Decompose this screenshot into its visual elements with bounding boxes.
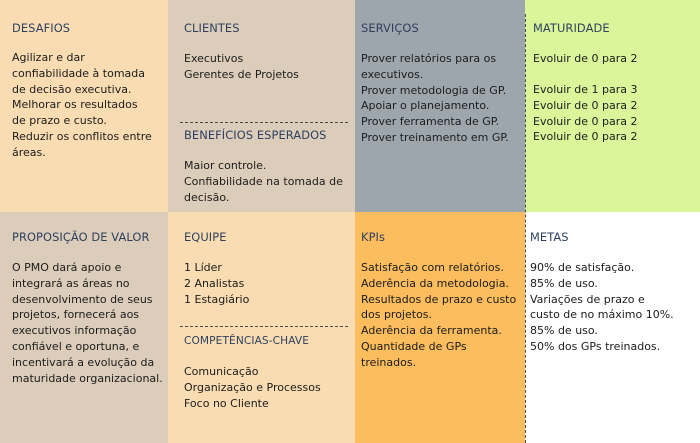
servicos-line: Prover relatórios para os [361,52,497,65]
maturidade-line: Evoluir de 0 para 2 [533,114,638,128]
desafios-line: de decisão executiva. [12,82,132,96]
maturidade-line: Evoluir de 1 para 3 [533,83,638,96]
metas-text [530,260,674,355]
proposicao-line: O PMO dará apoio e [12,261,122,274]
beneficios-text [184,158,343,205]
servicos-line: executivos. [361,67,424,81]
proposicao-title: PROPOSIÇÃO DE VALOR [12,230,150,244]
desafios-line: Agilizar e dar [12,51,85,64]
metas-line: 90% de satisfação. [530,261,635,274]
beneficios-line: Maior controle. [184,159,267,172]
proposicao-line: confiável e oportuna, e [12,339,140,353]
equipe-line: 1 Estagiário [184,292,250,306]
competencias-title: COMPETÊNCIAS-CHAVE [184,335,310,347]
maturidade-line: Evoluir de 0 para 2 [533,130,638,144]
kpis-text [361,260,516,371]
proposicao-line: maturidade organizacional. [12,371,163,385]
desafios-title: DESAFIOS [12,21,71,35]
kpis-line: Aderência da ferramenta. [361,324,502,338]
maturidade-first-line: Evoluir de 0 para 2 [533,52,638,65]
divider-competencias [180,326,348,327]
metas-line: Variações de prazo e [530,292,645,306]
beneficios-line: Confiabilidade na tomada de [184,174,343,188]
servicos-text [361,51,509,146]
metas-line: 85% de uso. [530,324,598,338]
servicos-line: Prover metodologia de GP. [361,83,507,97]
kpis-line: Aderência da metodologia. [361,276,509,290]
competencias-line: Comunicação [184,365,259,378]
equipe-text [184,260,249,307]
beneficios-title: BENEFÍCIOS ESPERADOS [184,128,327,142]
kpis-line: Quantidade de GPs [361,339,467,353]
equipe-line: 2 Analistas [184,276,245,290]
clientes-title: CLIENTES [184,21,240,35]
proposicao-line: incentivará a evolução da [12,355,155,369]
proposicao-text [12,260,163,386]
metas-line: 50% dos GPs treinados. [530,339,661,353]
clientes-line: Executivos [184,52,244,65]
desafios-text [12,50,152,161]
kpis-title: KPIs [361,230,386,244]
proposicao-line: desenvolvimento de seus [12,292,153,306]
desafios-line: Reduzir os conflitos entre [12,129,152,143]
divider-vertical [525,14,526,443]
desafios-line: Melhorar os resultados [12,98,138,112]
servicos-title: SERVIÇOS [361,21,419,35]
kpis-line: treinados. [361,355,417,369]
desafios-line: de prazo e custo. [12,114,107,128]
proposicao-line: projetos, fornecerá aos [12,308,140,322]
maturidade-text [533,82,638,145]
beneficios-line: decisão. [184,190,230,204]
kpis-line: dos projetos. [361,308,433,322]
divider-beneficios [180,122,348,123]
equipe-title: EQUIPE [184,230,227,244]
metas-line: custo de no máximo 10%. [530,308,674,322]
proposicao-line: executivos informação [12,324,137,338]
clientes-line: Gerentes de Projetos [184,67,299,81]
equipe-line: 1 Líder [184,261,222,274]
servicos-line: Prover ferramenta de GP. [361,115,500,129]
kpis-line: Satisfação com relatórios. [361,261,504,274]
maturidade-line: Evoluir de 0 para 2 [533,98,638,112]
clientes-text [184,51,299,83]
proposicao-line: integrará as áreas no [12,276,130,290]
desafios-line: áreas. [12,145,46,159]
metas-title: METAS [530,230,569,244]
competencias-line: Foco no Cliente [184,396,269,410]
desafios-line: confiabilidade à tomada [12,66,145,80]
competencias-text [184,364,321,411]
maturidade-title: MATURIDADE [533,21,610,35]
servicos-line: Prover treinamento em GP. [361,130,509,144]
servicos-line: Apoiar o planejamento. [361,99,490,113]
competencias-line: Organização e Processos [184,380,321,394]
metas-line: 85% de uso. [530,276,598,290]
kpis-line: Resultados de prazo e custo [361,292,517,306]
